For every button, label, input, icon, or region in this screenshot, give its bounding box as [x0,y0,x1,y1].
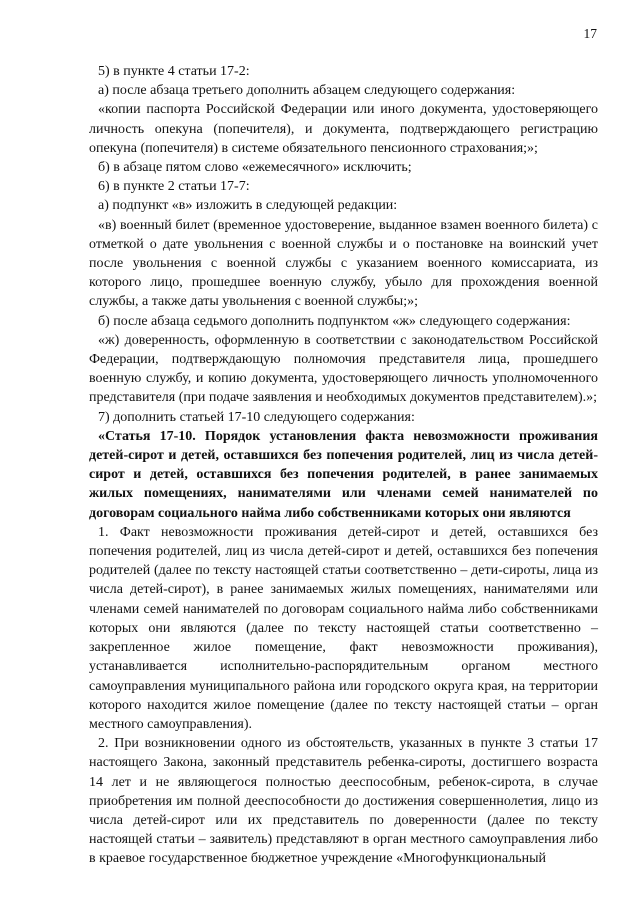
paragraph-quote-power-of-attorney: «ж) доверенность, оформленную в соответствии с законодательством Российской Федерации, подтверждающую полномочия представителя лица, прошедшего военную службу, и копию документа, удостоверяющего личность уполномоченного представителя (при подаче заявления и необходимых документов представителем).»; [89,332,598,406]
paragraph-subitem-b-2: б) после абзаца седьмого дополнить подпунктом «ж» следующего содержания: [98,313,571,329]
paragraph-quote-passport: «копии паспорта Российской Федерации или иного документа, удостоверяющего личность опекуна (попечителя), и документа, подтверждающего регистрацию опекуна (попечителя) в системе обязательного пенсионного страхования;»; [89,102,598,156]
paragraph-quote-military-id: «в) военный билет (временное удостоверение, выданное взамен военного билета) с отметкой о дате увольнения с военной службы и о постановке на воинский учет после увольнения с военной службы с указанием военного комиссариата, из которого лицо, прошедшее военную службу, убыло для прохождения военной службы, а также даты увольнения с военной службы;»; [89,217,598,310]
paragraph-item-7: 7) дополнить статьей 17-10 следующего содержания: [98,409,415,425]
paragraph-subitem-b: б) в абзаце пятом слово «ежемесячного» исключить; [98,160,412,176]
article-clause-2: 2. При возникновении одного из обстоятельств, указанных в пункте 3 статьи 17 настоящего Закона, законный представитель ребенка-сироты, достигшего возраста 14 лет и не являющегося полностью дееспособным, ребенок-сирота, в случае приобретения им полной дееспособности до достижения совершеннолетия, лицо из числа детей-сирот или их представитель по доверенности (далее по тексту настоящей статьи – заявитель) представляют в орган местного самоуправления либо в краевое государственное бюджетное учреждение «Многофункциональный [89,736,598,867]
article-heading: «Статья 17-10. Порядок установления факта невозможности проживания детей-сирот и детей, оставшихся без попечения родителей, лиц из числа детей-сирот и детей, оставшихся без попечения родителей, в ранее занимаемых жилых помещениях, нанимателями или членами семей нанимателей по договорам социального найма либо собственниками которых они являются [89,428,598,521]
paragraph-subitem-a-2: а) подпункт «в» изложить в следующей редакции: [98,198,398,214]
paragraph-item-6: 6) в пункте 2 статьи 17-7: [98,179,250,195]
paragraph-item-5: 5) в пункте 4 статьи 17-2: [98,64,250,79]
document-body [89,62,598,869]
paragraph-subitem-a: а) после абзаца третьего дополнить абзацем следующего содержания: [98,83,516,99]
page-number: 17 [583,26,597,41]
article-clause-1: 1. Факт невозможности проживания детей-сирот и детей, оставшихся без попечения родителей, лиц из числа детей-сирот и детей, оставшихся без попечения родителей (далее по тексту настоящей статьи соответственно – дети-сироты, лица из числа детей-сирот), в ранее занимаемых жилых помещениях, нанимателями или членами семей нанимателей по договорам социального найма либо собственниками которых они являются (далее по тексту настоящей статьи соответственно – закрепленное жилое помещение, факт невозможности проживания), устанавливается исполнительно-распорядительным органом местного самоуправления муниципального района или городского округа края, на территории которого находится жилое помещение (далее по тексту настоящей статьи – орган местного самоуправления). [89,524,598,732]
